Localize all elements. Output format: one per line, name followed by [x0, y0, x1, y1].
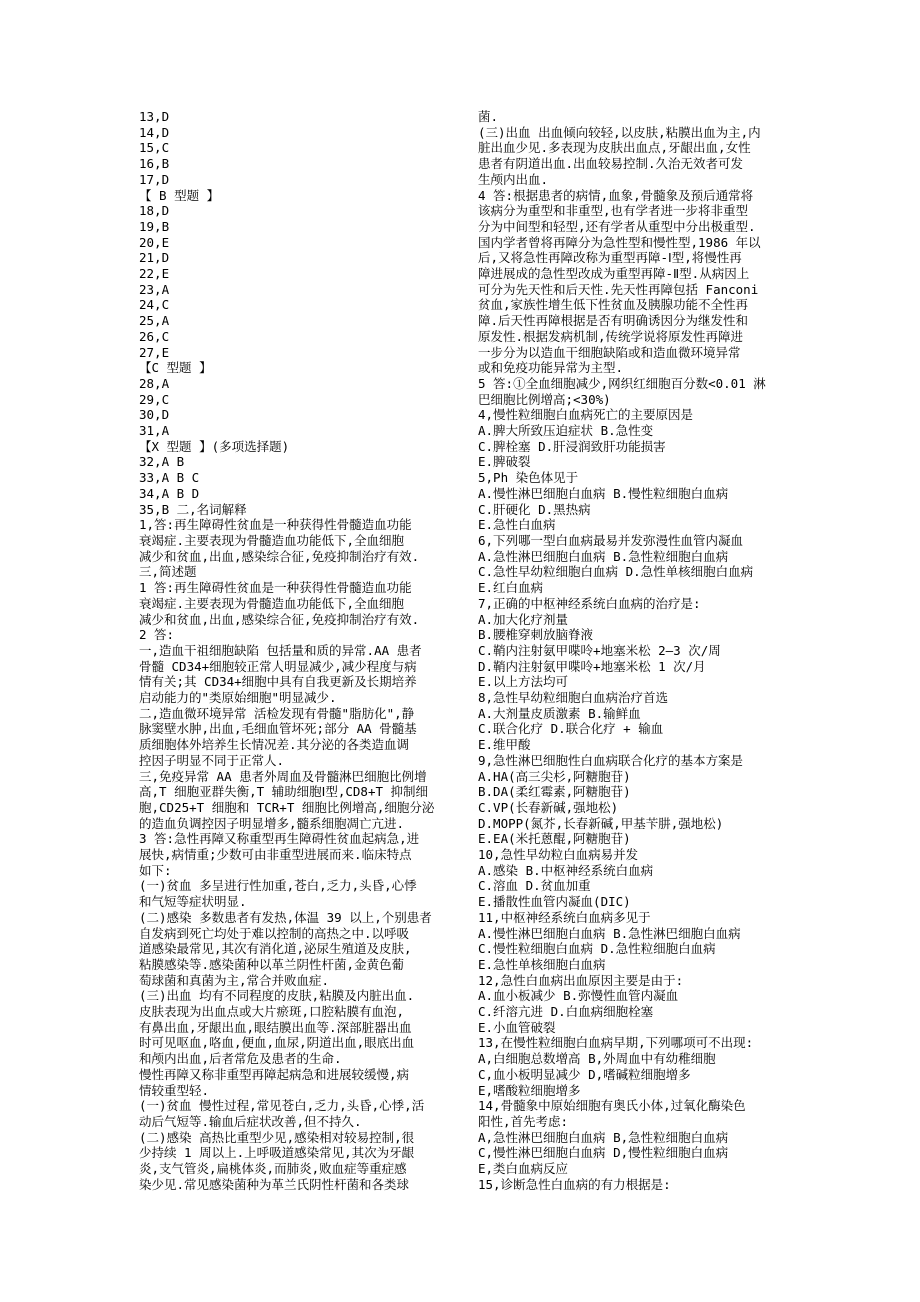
left-column-line: 28,A: [139, 375, 170, 391]
left-column-line: 13,D: [139, 109, 170, 124]
left-column-line: 31,A: [139, 423, 170, 439]
left-column-line: 20,E: [139, 234, 170, 250]
right-column-line: 6,下列哪一型白血病最易并发弥漫性血管内凝血: [478, 532, 744, 548]
right-column-line: C.VP(长春新碱,强地松): [478, 799, 619, 815]
left-column-line: 【 B 型题 】: [139, 187, 220, 203]
left-column-line: (二)感染 多数患者有发热,体温 39 以上,个别患者: [139, 909, 432, 925]
left-column-line: 23,A: [139, 281, 170, 297]
left-column-line: 3 答:急性再障又称重型再生障碍性贫血起病急,进: [139, 831, 420, 847]
left-column-line: 21,D: [139, 250, 170, 266]
left-column-line: 粘膜感染等.感染菌种以革兰阴性杆菌,金黄色葡: [139, 956, 405, 972]
left-column-line: 32,A B: [139, 454, 185, 470]
right-column-line: A.慢性淋巴细胞白血病 B.急性淋巴细胞白血病: [478, 925, 741, 941]
left-column-line: 【X 型题 】(多项选择题): [139, 438, 290, 454]
left-column-line: 35,B 二,名词解释: [139, 501, 247, 517]
right-column-line: E.播散性血管内凝血(DIC): [478, 894, 631, 910]
left-column-line: 的造血负调控因子明显增多,髓系细胞凋亡亢进.: [139, 815, 405, 831]
right-column-line: C.急性早幼粒细胞白血病 D.急性单核细胞白血病: [478, 564, 754, 580]
right-column-line: 分为中间型和轻型,还有学者从重型中分出极重型.: [478, 218, 756, 234]
left-column-line: 15,C: [139, 140, 170, 156]
left-column-line: 22,E: [139, 266, 170, 282]
right-column-line: B.DA(柔红霉素,阿糖胞苷): [478, 784, 631, 800]
left-column-line: 衰竭症.主要表现为骨髓造血功能低下,全血细胞: [139, 595, 405, 611]
left-column-line: 16,B: [139, 156, 170, 172]
left-column-line: (二)感染 高热比重型少见,感染相对较易控制,很: [139, 1129, 415, 1145]
right-column-line: C.溶血 D.贫血加重: [478, 878, 591, 894]
left-column-line: 30,D: [139, 407, 170, 423]
right-column-line: 菌.: [478, 109, 499, 124]
right-column-line: 障.后天性再障根据是否有明确诱因分为继发性和: [478, 313, 749, 329]
right-column-line: D.MOPP(氮芥,长春新碱,甲基苄肼,强地松): [478, 815, 724, 831]
left-column-line: 时可见呕血,咯血,便血,血尿,阴道出血,眼底出血: [139, 1035, 415, 1051]
left-text-column: [139, 109, 467, 1193]
right-column-line: C.肝硬化 D.黑热病: [478, 501, 591, 517]
right-column-line: D.鞘内注射氨甲喋呤+地塞米松 1 次/月: [478, 658, 706, 674]
left-column-line: 启动能力的"类原始细胞"明显减少.: [139, 690, 337, 706]
right-column-line: E,嗜酸粒细胞增多: [478, 1082, 581, 1098]
right-column-line: 5,Ph 染色体见于: [478, 470, 579, 486]
left-column-line: (三)出血 均有不同程度的皮肤,粘膜及内脏出血.: [139, 988, 415, 1004]
right-column-line: 一步分为以造血干细胞缺陷或和造血微环境异常: [478, 344, 741, 360]
left-column-line: (一)贫血 慢性过程,常见苍白,乏力,头昏,心悸,活: [139, 1098, 425, 1114]
left-column-line: 动后气短等.输血后症状改善,但不持久.: [139, 1114, 362, 1129]
right-column-line: 4,慢性粒细胞白血病死亡的主要原因是: [478, 407, 694, 423]
right-column-line: C.慢性粒细胞白血病 D.急性粒细胞白血病: [478, 941, 716, 957]
left-column-line: 14,D: [139, 124, 170, 140]
left-column-line: 17,D: [139, 171, 170, 187]
right-column-line: A.脾大所致压迫症状 B.急性变: [478, 423, 654, 439]
left-column-line: 34,A B D: [139, 485, 200, 501]
left-column-line: 高,T 细胞亚群失衡,T 辅助细胞Ⅰ型,CD8+T 抑制细: [139, 784, 429, 800]
left-column-line: 三,简述题: [139, 564, 197, 580]
left-column-line: 二,造血微环境异常 活检发现有骨髓"脂肪化",静: [139, 705, 415, 721]
right-column-line: 10,急性早幼粒白血病易并发: [478, 847, 639, 863]
right-column-line: 生颅内出血.: [478, 171, 549, 187]
right-column-line: 5 答:①全血细胞减少,网织红细胞百分数<0.01 淋: [478, 375, 766, 391]
right-column-line: 13,在慢性粒细胞白血病早期,下列哪项可不出现:: [478, 1035, 754, 1051]
left-column-line: 和气短等症状明显.: [139, 894, 247, 910]
left-column-line: 减少和贫血,出血,感染综合征,免疫抑制治疗有效.: [139, 611, 420, 627]
left-column-line: 27,E: [139, 344, 170, 360]
left-column-line: 和颅内出血,后者常危及患者的生命.: [139, 1051, 342, 1067]
left-column-line: 【C 型题 】: [139, 360, 212, 376]
right-column-line: C.纤溶亢进 D.白血病细胞栓塞: [478, 1004, 654, 1020]
right-column-line: A.感染 B.中枢神经系统白血病: [478, 862, 654, 878]
right-column-line: 7,正确的中枢神经系统白血病的治疗是:: [478, 595, 701, 611]
right-column-line: A.慢性淋巴细胞白血病 B.慢性粒细胞白血病: [478, 485, 729, 501]
left-column-line: 1,答:再生障碍性贫血是一种获得性骨髓造血功能: [139, 517, 412, 533]
right-column-line: E,类白血病反应: [478, 1161, 569, 1177]
left-column-line: (一)贫血 多呈进行性加重,苍白,乏力,头昏,心悸: [139, 878, 417, 894]
right-column-line: A.加大化疗剂量: [478, 611, 569, 627]
left-column-line: 18,D: [139, 203, 170, 219]
left-column-line: 三,免疫异常 AA 患者外周血及骨髓淋巴细胞比例增: [139, 768, 427, 784]
left-column-line: 炎,支气管炎,扁桃体炎,而肺炎,败血症等重症感: [139, 1161, 407, 1177]
right-column-line: 8,急性早幼粒细胞白血病治疗首选: [478, 690, 669, 706]
left-column-line: 29,C: [139, 391, 170, 407]
left-column-line: 情有关;其 CD34+细胞中具有自我更新及长期培养: [139, 674, 417, 690]
right-column-line: 14,骨髓象中原始细胞有奥氏小体,过氧化酶染色: [478, 1098, 746, 1114]
right-column-line: C,血小板明显减少 D,嗜碱粒细胞增多: [478, 1066, 691, 1082]
right-column-line: 巴细胞比例增高;<30%): [478, 391, 611, 407]
left-column-line: 道感染最常见,其次有消化道,泌尿生殖道及皮肤,: [139, 941, 412, 957]
left-column-line: 一,造血干祖细胞缺陷 包括量和质的异常.AA 患者: [139, 642, 422, 658]
right-column-line: 该病分为重型和非重型,也有学者进一步将非重型: [478, 203, 749, 219]
right-column-line: E.急性白血病: [478, 517, 556, 533]
right-column-line: B.腰椎穿刺放脑脊液: [478, 627, 594, 643]
left-column-line: 萄球菌和真菌为主,常合并败血症.: [139, 972, 330, 988]
right-column-line: 贫血,家族性增生低下性贫血及胰腺功能不全性再: [478, 297, 749, 313]
left-column-line: 胞,CD25+T 细胞和 TCR+T 细胞比例增高,细胞分泌: [139, 799, 435, 815]
left-column-line: 26,C: [139, 328, 170, 344]
right-column-line: 国内学者曾将再障分为急性型和慢性型,1986 年以: [478, 234, 761, 250]
right-column-line: C.联合化疗 D.联合化疗 + 输血: [478, 721, 664, 737]
right-column-line: 后,又将急性再障改称为重型再障-Ⅰ型,将慢性再: [478, 250, 742, 266]
right-column-line: 或和免疫功能异常为主型.: [478, 360, 624, 376]
left-column-line: 质细胞体外培养生长情况差.其分泌的各类造血调: [139, 737, 410, 753]
right-column-line: A.大剂量皮质激素 B.输鲜血: [478, 705, 641, 721]
right-column-line: 11,中枢神经系统白血病多见于: [478, 909, 651, 925]
left-column-line: 33,A B C: [139, 470, 200, 486]
right-column-line: 阳性,首先考虑:: [478, 1114, 569, 1129]
left-column-line: 慢性再障又称非重型再障起病急和进展较缓慢,病: [139, 1066, 410, 1082]
right-column-line: E.急性单核细胞白血病: [478, 956, 606, 972]
left-column-line: 如下:: [139, 862, 172, 878]
right-column-line: E.EA(米托蒽醌,阿糖胞苷): [478, 831, 631, 847]
right-column-line: E.小血管破裂: [478, 1019, 556, 1035]
left-column-line: 情较重型轻.: [139, 1082, 210, 1098]
left-column-line: 骨髓 CD34+细胞较正常人明显减少,减少程度与病: [139, 658, 417, 674]
left-column-line: 脉窦壁水肿,出血,毛细血管坏死;部分 AA 骨髓基: [139, 721, 417, 737]
left-column-line: 皮肤表现为出血点或大片瘀斑,口腔粘膜有血泡,: [139, 1004, 405, 1020]
left-column-line: 1 答:再生障碍性贫血是一种获得性骨髓造血功能: [139, 580, 412, 596]
left-column-line: 少持续 1 周以上.上呼吸道感染常见,其次为牙龈: [139, 1145, 415, 1161]
right-column-line: E.脾破裂: [478, 454, 531, 470]
left-column-line: 控因子明显不同于正常人.: [139, 752, 285, 768]
right-column-line: E.维甲酸: [478, 737, 531, 753]
left-column-line: 展快,病情重;少数可由非重型进展而来.临床特点: [139, 847, 412, 863]
right-column-line: A,白细胞总数增高 B,外周血中有幼稚细胞: [478, 1051, 716, 1067]
right-column-line: A.HA(高三尖杉,阿糖胞苷): [478, 768, 631, 784]
right-column-line: 患者有阴道出血.出血较易控制.久治无效者可发: [478, 156, 744, 172]
left-column-line: 自发病到死亡均处于难以控制的高热之中.以呼吸: [139, 925, 410, 941]
right-column-line: A,急性淋巴细胞白血病 B,急性粒细胞白血病: [478, 1129, 729, 1145]
right-column-line: 脏出血少见.多表现为皮肤出血点,牙龈出血,女性: [478, 140, 751, 156]
right-column-line: 9,急性淋巴细胞性白血病联合化疗的基本方案是: [478, 752, 744, 768]
left-column-line: 染少见.常见感染菌种为革兰氏阴性杆菌和各类球: [139, 1176, 410, 1192]
right-column-line: A.血小板减少 B.弥慢性血管内凝血: [478, 988, 679, 1004]
left-column-line: 衰竭症.主要表现为骨髓造血功能低下,全血细胞: [139, 532, 405, 548]
right-column-line: (三)出血 出血倾向较轻,以皮肤,粘膜出血为主,内: [478, 124, 761, 140]
left-column-line: 有鼻出血,牙龈出血,眼结膜出血等.深部脏器出血: [139, 1019, 412, 1035]
right-column-line: 可分为先天性和后天性.先天性再障包括 Fanconi: [478, 281, 759, 297]
right-column-line: E.以上方法均可: [478, 674, 569, 690]
right-column-line: 4 答:根据患者的病情,血象,骨髓象及预后通常将: [478, 187, 754, 203]
right-column-line: C,慢性淋巴细胞白血病 D,慢性粒细胞白血病: [478, 1145, 729, 1161]
right-column-line: 障进展成的急性型改成为重型再障-Ⅱ型.从病因上: [478, 266, 750, 282]
right-column-line: 12,急性白血病出血原因主要是由于:: [478, 972, 684, 988]
right-column-line: E.红白血病: [478, 580, 544, 596]
left-column-line: 2 答:: [139, 627, 175, 643]
left-column-line: 24,C: [139, 297, 170, 313]
right-column-line: 15,诊断急性白血病的有力根据是:: [478, 1176, 671, 1192]
right-column-line: C.鞘内注射氨甲喋呤+地塞米松 2—3 次/周: [478, 642, 721, 658]
right-column-line: A.急性淋巴细胞白血病 B.急性粒细胞白血病: [478, 548, 729, 564]
right-text-column: [478, 109, 778, 1193]
left-column-line: 25,A: [139, 313, 170, 329]
left-column-line: 减少和贫血,出血,感染综合征,免疫抑制治疗有效.: [139, 548, 420, 564]
left-column-line: 19,B: [139, 218, 170, 234]
right-column-line: 原发性.根据发病机制,传统学说将原发性再障进: [478, 328, 744, 344]
right-column-line: C.脾栓塞 D.肝浸润致肝功能损害: [478, 438, 666, 454]
